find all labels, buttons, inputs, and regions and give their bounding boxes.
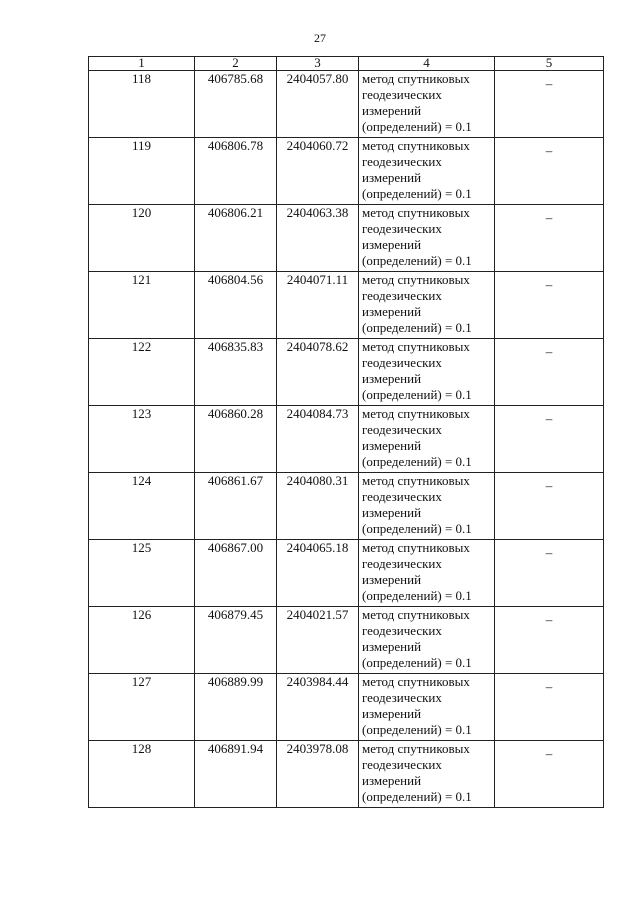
method-line: измерений [362,237,422,252]
note-dash: – [545,411,553,426]
table-row [89,339,604,406]
method-line: метод спутниковых [362,339,470,354]
table-row [89,607,604,674]
method-line: метод спутниковых [362,674,470,689]
y-coordinate-cell: 2403984.44 [277,674,359,741]
column-header-3: 3 [277,57,359,71]
method-line: измерений [362,304,422,319]
method-line: геодезических [362,556,442,571]
note-cell [495,339,604,406]
method-cell [359,540,495,607]
column-header-5: 5 [495,57,604,71]
method-line: метод спутниковых [362,540,470,555]
table-row [89,272,604,339]
table-row [89,473,604,540]
method-line: геодезических [362,87,442,102]
y-coordinate-cell: 2404080.31 [277,473,359,540]
note-cell [495,205,604,272]
note-cell [495,607,604,674]
method-line: измерений [362,639,422,654]
method-line: (определений) = 0.1 [362,119,472,134]
note-cell [495,272,604,339]
method-cell [359,71,495,138]
point-number-cell: 122 [89,339,195,406]
method-line: метод спутниковых [362,272,470,287]
point-number-cell: 120 [89,205,195,272]
coordinates-table [88,56,604,808]
x-coordinate-cell: 406860.28 [195,406,277,473]
method-line: (определений) = 0.1 [362,722,472,737]
method-line: метод спутниковых [362,607,470,622]
point-number-cell: 128 [89,741,195,808]
method-line: геодезических [362,221,442,236]
table-row [89,674,604,741]
point-number-cell: 121 [89,272,195,339]
method-cell [359,138,495,205]
method-line: (определений) = 0.1 [362,387,472,402]
y-coordinate-cell: 2404060.72 [277,138,359,205]
note-cell [495,674,604,741]
x-coordinate-cell: 406879.45 [195,607,277,674]
note-dash: – [545,76,553,91]
method-line: (определений) = 0.1 [362,320,472,335]
table-row [89,138,604,205]
method-line: измерений [362,438,422,453]
method-cell [359,272,495,339]
y-coordinate-cell: 2404084.73 [277,406,359,473]
note-dash: – [545,679,553,694]
method-line: (определений) = 0.1 [362,186,472,201]
method-line: измерений [362,572,422,587]
table-row [89,205,604,272]
method-line: метод спутниковых [362,741,470,756]
y-coordinate-cell: 2404021.57 [277,607,359,674]
method-line: геодезических [362,288,442,303]
x-coordinate-cell: 406806.21 [195,205,277,272]
table-body [89,71,604,808]
method-cell [359,741,495,808]
method-cell [359,473,495,540]
table-row [89,540,604,607]
note-cell [495,741,604,808]
method-line: (определений) = 0.1 [362,789,472,804]
column-header-2: 2 [195,57,277,71]
note-cell [495,473,604,540]
point-number-cell: 126 [89,607,195,674]
y-coordinate-cell: 2404063.38 [277,205,359,272]
method-line: геодезических [362,154,442,169]
note-cell [495,138,604,205]
x-coordinate-cell: 406804.56 [195,272,277,339]
method-line: измерений [362,505,422,520]
note-dash: – [545,612,553,627]
method-line: геодезических [362,690,442,705]
y-coordinate-cell: 2404065.18 [277,540,359,607]
x-coordinate-cell: 406867.00 [195,540,277,607]
method-line: измерений [362,371,422,386]
note-cell [495,71,604,138]
method-line: измерений [362,706,422,721]
note-dash: – [545,344,553,359]
method-line: измерений [362,170,422,185]
y-coordinate-cell: 2404078.62 [277,339,359,406]
point-number-cell: 119 [89,138,195,205]
method-line: (определений) = 0.1 [362,454,472,469]
method-line: метод спутниковых [362,205,470,220]
table-row [89,406,604,473]
method-line: метод спутниковых [362,406,470,421]
x-coordinate-cell: 406891.94 [195,741,277,808]
x-coordinate-cell: 406785.68 [195,71,277,138]
method-cell [359,205,495,272]
x-coordinate-cell: 406806.78 [195,138,277,205]
column-header-1: 1 [89,57,195,71]
method-line: (определений) = 0.1 [362,253,472,268]
method-cell [359,674,495,741]
table-row [89,741,604,808]
note-dash: – [545,478,553,493]
method-line: геодезических [362,489,442,504]
method-cell [359,406,495,473]
note-dash: – [545,545,553,560]
point-number-cell: 118 [89,71,195,138]
method-cell [359,339,495,406]
y-coordinate-cell: 2404071.11 [277,272,359,339]
method-line: геодезических [362,422,442,437]
method-line: (определений) = 0.1 [362,655,472,670]
table-header-row [89,57,604,71]
x-coordinate-cell: 406889.99 [195,674,277,741]
method-line: геодезических [362,757,442,772]
method-line: метод спутниковых [362,138,470,153]
method-line: (определений) = 0.1 [362,521,472,536]
method-line: метод спутниковых [362,473,470,488]
method-line: (определений) = 0.1 [362,588,472,603]
point-number-cell: 124 [89,473,195,540]
note-dash: – [545,143,553,158]
method-line: метод спутниковых [362,71,470,86]
table-row [89,71,604,138]
note-dash: – [545,746,553,761]
method-line: измерений [362,773,422,788]
x-coordinate-cell: 406835.83 [195,339,277,406]
note-cell [495,540,604,607]
column-header-4: 4 [359,57,495,71]
point-number-cell: 125 [89,540,195,607]
method-line: измерений [362,103,422,118]
method-line: геодезических [362,355,442,370]
note-cell [495,406,604,473]
page-number: 27 [314,31,326,45]
method-cell [359,607,495,674]
y-coordinate-cell: 2403978.08 [277,741,359,808]
point-number-cell: 127 [89,674,195,741]
y-coordinate-cell: 2404057.80 [277,71,359,138]
x-coordinate-cell: 406861.67 [195,473,277,540]
note-dash: – [545,277,553,292]
note-dash: – [545,210,553,225]
method-line: геодезических [362,623,442,638]
point-number-cell: 123 [89,406,195,473]
